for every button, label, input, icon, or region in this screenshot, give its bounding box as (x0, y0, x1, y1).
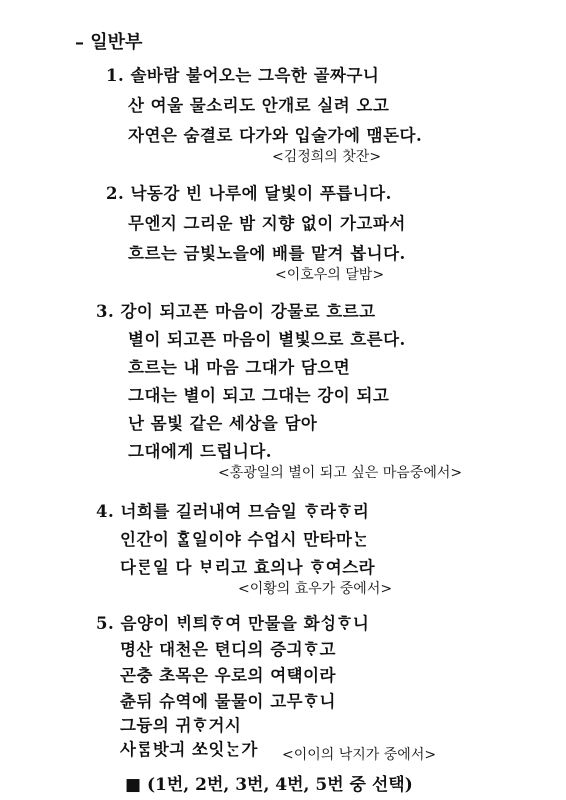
entry-3-line-6: 그대에게 드립니다. (128, 442, 273, 461)
entry-5-line-5: 그듕의 귀ᄒᆞ거시 (120, 716, 242, 735)
entry-5-line-1: 5. 음양이 ᄇᆡ틔ᄒᆞ여 만물을 화ᄉᆡᆼᄒᆞ니 (96, 614, 370, 633)
entry-1-source: <김정희의 찻잔> (272, 149, 382, 165)
entry-4-source: <이황의 효우가 중에서> (238, 581, 393, 597)
entry-3-line-4: 그대는 별이 되고 그대는 강이 되고 (128, 386, 390, 405)
entry-3-line-2: 별이 되고픈 마음이 별빛으로 흐른다. (128, 330, 406, 349)
selection-note: ■ (1번, 2번, 3번, 4번, 5번 중 선택) (125, 775, 413, 795)
entry-2-line-3: 흐르는 금빛노을에 배를 맡겨 봅니다. (128, 244, 406, 263)
entry-5-line-2: 명산 대천은 텬디의 증긔ᄒᆞ고 (120, 640, 337, 659)
entry-2-line-1: 2. 낙동강 빈 나루에 달빛이 푸릅니다. (106, 184, 392, 203)
section-heading: – 일반부 (75, 32, 143, 53)
entry-2-line-2: 무엔지 그리운 밤 지향 없이 가고파서 (128, 214, 406, 233)
entry-4-line-1: 4. 너희를 길러내여 므슴일 ᄒᆞ라ᄒᆞ리 (96, 502, 370, 521)
entry-3-source: <홍광일의 별이 되고 싶은 마음중에서> (218, 465, 463, 481)
entry-3-line-5: 난 몸빛 같은 세상을 담아 (128, 414, 318, 433)
entry-1-line-3: 자연은 숨결로 다가와 입술가에 맴돈다. (128, 126, 423, 145)
entry-5-line-6: 사ᄅᆞᆷ밧긔 쏘잇ᄂᆞᆫ가 (120, 740, 258, 759)
entry-4-line-3: 다ᄅᆞᆫ일 다 ᄇᆞ리고 효의나 ᄒᆞ여스라 (120, 558, 376, 577)
entry-5-line-4: 츈뒤 슈역에 물물이 고무ᄒᆞ니 (120, 692, 337, 711)
entry-5-source: <이이의 낙지가 중에서> (282, 747, 437, 763)
entry-5-line-3: 곤충 초목은 우로의 여턕이라 (120, 666, 337, 685)
entry-3-line-3: 흐르는 내 마음 그대가 담으면 (128, 358, 351, 377)
entry-2-source: <이호우의 달밤> (275, 267, 385, 283)
entry-1-line-1: 1. 솔바람 불어오는 그윽한 골짜구니 (106, 66, 380, 85)
entry-3-line-1: 3. 강이 되고픈 마음이 강물로 흐르고 (96, 302, 376, 321)
entry-4-line-2: 인간이 ᄒᆞᆯ일이야 수업시 만타마ᄂᆞᆫ (120, 530, 369, 549)
entry-1-line-2: 산 여울 물소리도 안개로 실려 오고 (128, 96, 390, 115)
